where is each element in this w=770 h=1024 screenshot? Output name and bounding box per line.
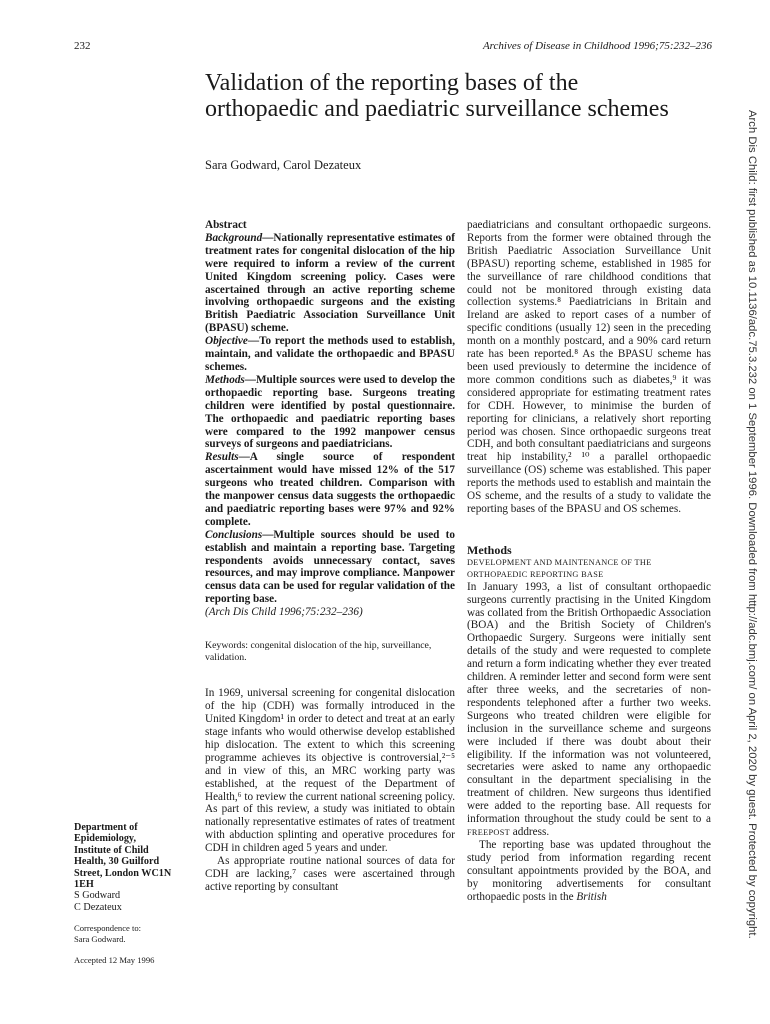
methods-paragraph: In January 1993, a list of consultant orthopaedic surgeons currently practising in the United Kingdom was collated from the British Orthopaedic Association (BOA) and the British Society of Children's Orthopaedic Surgery. Surgeons were initially sent details of the study and were requested to complete and return a form indicating whether they ever treated children. A reminder letter and second form were sent after three weeks, and the secretaries of non-respondents telephoned after a further two weeks. Surgeons who treated children were eligible for inclusion in the surveillance scheme and surgeons were included if there was doubt about their eligibility. If the information was not volunteered, secretaries were asked to name any orthopaedic consultant in the department specialising in the treatment of children. New surgeons thus identified were added to the reporting base. All requests for information throughout the study could be sent to a FREEPOST address.	[467, 580, 711, 838]
journal-citation: Archives of Disease in Childhood 1996;75:232–236	[482, 40, 712, 52]
copyright-sidebar	[740, 110, 760, 939]
affiliation-author: C Dezateux	[74, 901, 122, 913]
affiliation-sidebar	[74, 822, 199, 966]
correspondence-name: Sara Godward.	[74, 933, 126, 944]
abstract-body	[205, 232, 455, 619]
abstract-heading: Abstract	[205, 219, 247, 231]
abstract-objective: Objective—To report the methods used to establish, maintain, and validate the orthopaedic and BPASU schemes.	[205, 335, 455, 373]
affiliation-line: Street, London WC1N	[74, 867, 172, 879]
right-column	[467, 219, 711, 904]
abstract-background: Background—Nationally representative estimates of treatment rates for congenital dislocation of the hip were required to inform a review of the current United Kingdom screening policy. Cases were ascertained through an active reporting scheme involving orthopaedic surgeons and the existing British Paediatric Association Surveillance Unit (BPASU) scheme.	[205, 231, 455, 335]
affiliation-line: Health, 30 Guilford	[74, 856, 160, 868]
page-number: 232	[74, 40, 91, 52]
methods-subheading: DEVELOPMENT AND MAINTENANCE OF THE ORTHOPAEDIC REPORTING BASE	[467, 557, 652, 579]
abstract-methods: Methods—Multiple sources were used to develop the orthopaedic reporting base. Surgeons treating children were identified by postal questionnaire. The orthopaedic and paediatric reporting bases were compared to the 1992 manpower census surveys of surgeons and paediatricians.	[205, 373, 455, 451]
accepted-date: Accepted 12 May 1996	[74, 955, 155, 966]
affiliation-line: Institute of Child	[74, 844, 149, 856]
intro-paragraph: In 1969, universal screening for congenital dislocation of the hip (CDH) was formally introduced in the United Kingdom¹ in order to detect and treat at an early stage infants who would otherwise develop established hip dislocation. The extent to which this screening programme achieves its objective is controversial,²⁻⁵ and in view of this, an MRC working party was established, at the request of the Department of Health,⁶ to review the current national screening policy. As part of this review, a study was initiated to obtain nationally representative estimates of rates of treatment with abduction splinting and operative procedures for CDH in children aged 5 years and under.	[205, 687, 455, 855]
affiliation-line: Epidemiology,	[74, 833, 136, 845]
affiliation-line: 1EH	[74, 879, 94, 891]
article-title	[205, 70, 725, 122]
affiliation-line: Department of	[74, 822, 138, 833]
intro-continued-paragraph: paediatricians and consultant orthopaedic surgeons. Reports from the former were obtained through the British Paediatric Association Surveillance Unit (BPASU) reporting scheme, established in 1985 for the surveillance of rare childhood conditions that could not be monitored through existing data collection systems.⁸ Paediatricians in Britain and Ireland are asked to report cases of a number of specific conditions (usually 12) seen in the preceding month on a monthly postcard, and a 90% card return rate has been reported.⁸ As the BPASU scheme has been used previously to determine the incidence of more common conditions such as diabetes,⁹ it was considered appropriate for estimating treatment rates for CDH. However, to minimise the burden of reporting for clinicians, a relatively short reporting period was chosen. Since orthopaedic surgeons treat CDH, and both consultant paediatricians and surgeons treat hip instability,² ¹⁰ a parallel orthopaedic surveillance (OS) scheme was established. This paper reports the methods used to establish and maintain the OS scheme, and the results of a study to validate the reporting bases of the BPASU and OS schemes.	[467, 219, 711, 515]
title-line: orthopaedic and paediatric surveillance schemes	[205, 96, 669, 122]
title-line: Validation of the reporting bases of the	[205, 70, 579, 96]
intro-paragraph: As appropriate routine national sources of data for CDH are lacking,⁷ cases were ascertained through active reporting by consultant	[205, 855, 455, 893]
copyright-note: Arch Dis Child: first published as 10.1136/adc.75.3.232 on 1 September 1996. Downloaded from http://adc.bmj.com/ on April 2, 2020 by guest. Protected by copyright.	[746, 110, 758, 939]
methods-heading: Methods	[467, 542, 512, 557]
keywords: Keywords: congenital dislocation of the hip, surveillance, validation.	[205, 640, 432, 663]
methods-paragraph: The reporting base was updated throughout the study period from information regarding recent consultant appointments provided by the BOA, and by monitoring advertisements for consultant orthopaedic posts in the British	[467, 838, 711, 903]
authors: Sara Godward, Carol Dezateux	[205, 158, 362, 172]
abstract-results: Results—A single source of respondent ascertainment would have missed 12% of the 517 surgeons who treated children. Comparison with the manpower census data suggests the orthopaedic and paediatric reporting bases were 97% and 92% complete.	[205, 451, 455, 528]
left-column	[205, 219, 455, 894]
abstract-citation: (Arch Dis Child 1996;75:232–236)	[205, 606, 363, 619]
abstract-conclusions: Conclusions—Multiple sources should be used to establish and maintain a reporting base. Targeting respondents avoids unnecessary contact, saves resources, and may improve compliance. Manpower census data can be used for regular validation of the reporting base.	[205, 528, 455, 606]
affiliation-author: S Godward	[74, 890, 121, 902]
correspondence-label: Correspondence to:	[74, 923, 142, 934]
